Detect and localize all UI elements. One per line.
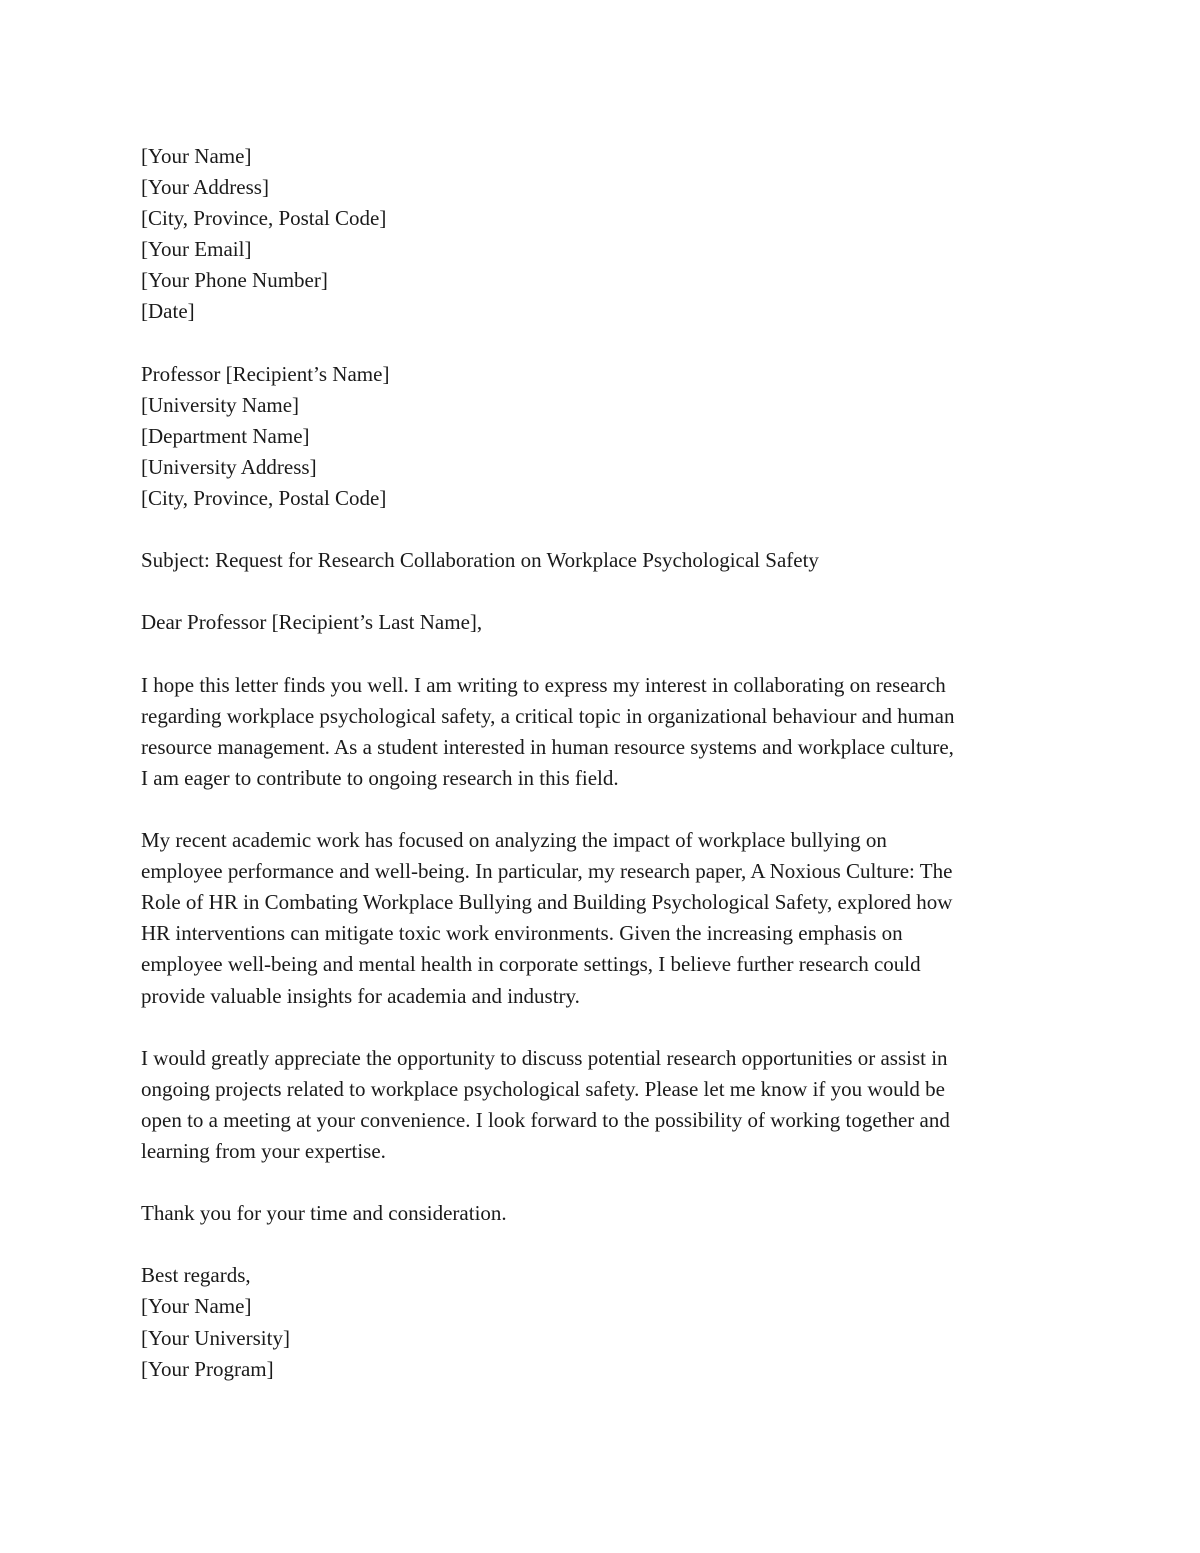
sender-city: [City, Province, Postal Code]: [141, 206, 387, 231]
paragraph-line: resource management. As a student interested in human resource systems and workplace culture,: [141, 734, 954, 759]
paragraph-line: I am eager to contribute to ongoing research in this field.: [141, 765, 619, 790]
signature-name: [Your Name]: [141, 1294, 252, 1319]
recipient-address: [University Address]: [141, 454, 317, 479]
recipient-block: [141, 359, 1071, 514]
paragraph-request: [141, 1043, 1071, 1167]
paragraph-line: I hope this letter finds you well. I am writing to express my interest in collaborating on research: [141, 672, 946, 697]
paragraph-line: open to a meeting at your convenience. I look forward to the possibility of working together and: [141, 1107, 950, 1132]
paragraph-background: [141, 825, 1071, 1012]
paragraph-line: ongoing projects related to workplace psychological safety. Please let me know if you would be: [141, 1076, 945, 1101]
paragraph-line: employee well-being and mental health in corporate settings, I believe further research could: [141, 952, 921, 977]
thanks-block: [141, 1198, 1071, 1229]
closing-block: [141, 1260, 1071, 1384]
recipient-university: [University Name]: [141, 392, 300, 417]
paragraph-line: regarding workplace psychological safety, a critical topic in organizational behaviour and human: [141, 703, 955, 728]
recipient-city: [City, Province, Postal Code]: [141, 486, 387, 511]
sender-name: [Your Name]: [141, 144, 252, 168]
signature-program: [Your Program]: [141, 1356, 274, 1381]
sender-block: [141, 141, 1071, 328]
recipient-department: [Department Name]: [141, 423, 310, 448]
valediction: Best regards,: [141, 1263, 251, 1288]
paragraph-intro: [141, 670, 1071, 794]
paragraph-line: employee performance and well-being. In particular, my research paper, A Noxious Culture: The: [141, 859, 953, 884]
subject-line-block: [141, 545, 1071, 576]
salutation: Dear Professor [Recipient’s Last Name],: [141, 610, 483, 635]
sender-email: [Your Email]: [141, 237, 252, 262]
paragraph-line: I would greatly appreciate the opportunity to discuss potential research opportunities or assist in: [141, 1045, 948, 1070]
paragraph-line: provide valuable insights for academia and industry.: [141, 983, 580, 1008]
paragraph-line: Role of HR in Combating Workplace Bullying and Building Psychological Safety, explored how: [141, 890, 953, 915]
paragraph-line: HR interventions can mitigate toxic work environments. Given the increasing emphasis on: [141, 921, 903, 946]
recipient-name: Professor [Recipient’s Name]: [141, 361, 390, 386]
subject-line: Subject: Request for Research Collaboration on Workplace Psychological Safety: [141, 548, 819, 573]
letter-body: [141, 141, 1071, 1385]
paragraph-line: My recent academic work has focused on analyzing the impact of workplace bullying on: [141, 828, 887, 853]
signature-university: [Your University]: [141, 1325, 290, 1350]
letter-date: [Date]: [141, 299, 195, 324]
paragraph-line: learning from your expertise.: [141, 1139, 386, 1163]
thanks-line: Thank you for your time and consideration.: [141, 1201, 507, 1226]
sender-phone: [Your Phone Number]: [141, 268, 328, 293]
salutation-block: [141, 607, 1071, 638]
sender-address: [Your Address]: [141, 175, 269, 200]
